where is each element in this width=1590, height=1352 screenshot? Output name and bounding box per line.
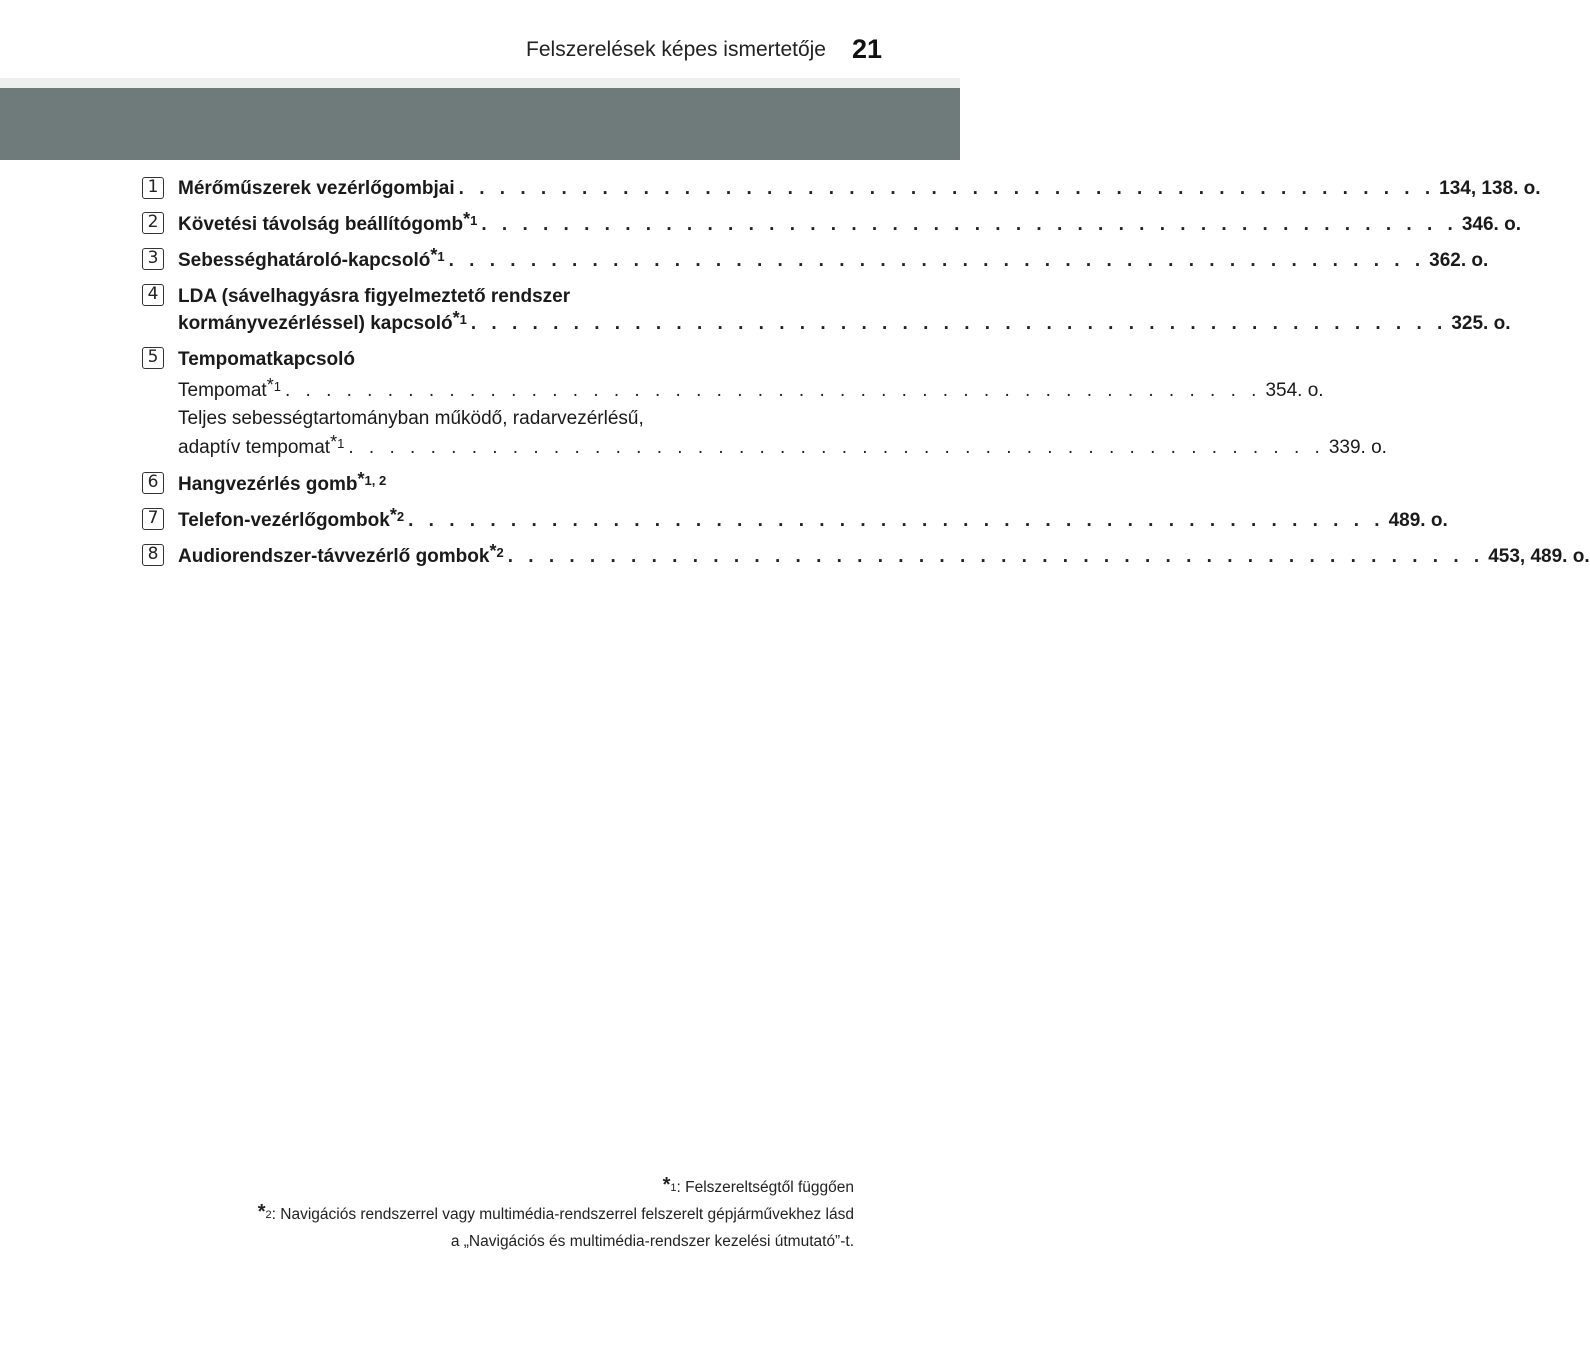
item-number-badge: 3 <box>142 248 164 270</box>
leader-dots: . . . . . . . . . . . . . . . . . . . . . . . . . . . . . . . . . . . . . . . . . . . . . . . . <box>470 313 1448 334</box>
entry-label: Hangvezérlés gomb <box>178 474 358 495</box>
entry-label: kormányvezérléssel) kapcsoló <box>178 313 453 334</box>
item-number-badge: 6 <box>142 472 164 494</box>
page-reference: 339. o. <box>1328 437 1387 458</box>
entry-label: Követési távolság beállítógomb <box>178 214 464 235</box>
leader-dots: . . . . . . . . . . . . . . . . . . . . . . . . . . . . . . . . . . . . . . . . . . . . . . . . <box>507 546 1485 567</box>
footnote-marker: *1 <box>330 432 345 452</box>
page-reference: 453, 489. o. <box>1488 546 1590 567</box>
footnote-2: $^{*2}$: Navigációs rendszerrel vagy multimédia-rendszerrel felszerelt gépjárművekhez lásd <box>257 1201 854 1223</box>
item-number-badge: 8 <box>142 544 164 566</box>
entry-label: Audiorendszer-távvezérlő gombok <box>178 546 490 567</box>
footnote-2-line-2: a „Navigációs és multimédia-rendszer kezelési útmutató”-t. <box>450 1233 854 1250</box>
item-number-badge: 1 <box>142 177 164 199</box>
page-reference: 354. o. <box>1265 380 1324 401</box>
entry-label: Sebességhatároló-kapcsoló <box>178 250 431 271</box>
footnote-marker: *2 <box>489 541 504 561</box>
header-divider <box>0 78 960 88</box>
footnote-marker: *1 <box>452 308 467 328</box>
header-band <box>0 88 960 160</box>
page-reference: 346. o. <box>1461 214 1521 235</box>
footnote-marker: *1 <box>266 375 281 395</box>
page-number: 21 <box>851 34 882 64</box>
leader-dots: . . . . . . . . . . . . . . . . . . . . . . . . . . . . . . . . . . . . . . . . . . . . . . . . <box>458 178 1436 199</box>
page-reference: 362. o. <box>1429 250 1489 271</box>
sub-entry-label-line-1: Teljes sebességtartományban működő, radarvezérlésű, <box>178 408 644 429</box>
header-title: Felszerelések képes ismertetője <box>526 38 826 61</box>
footnote-marker: *1, 2 <box>357 469 387 489</box>
item-number-badge: 7 <box>142 508 164 530</box>
footnote-marker: *1 <box>430 245 445 265</box>
leader-dots: . . . . . . . . . . . . . . . . . . . . . . . . . . . . . . . . . . . . . . . . . . . . . . . . <box>284 380 1262 401</box>
page-reference: 134, 138. o. <box>1439 178 1541 199</box>
page-reference: 325. o. <box>1451 313 1511 334</box>
sub-entry-label: adaptív tempomat <box>178 437 331 458</box>
entry-label: Mérőműszerek vezérlőgombjai <box>178 178 455 199</box>
item-number-badge: 4 <box>142 284 164 306</box>
sub-entry-label: Tempomat <box>178 380 267 401</box>
footnote-marker: *1 <box>463 209 478 229</box>
leader-dots: . . . . . . . . . . . . . . . . . . . . . . . . . . . . . . . . . . . . . . . . . . . . . . . . <box>408 510 1385 531</box>
footnotes <box>258 1176 854 1254</box>
leader-dots: . . . . . . . . . . . . . . . . . . . . . . . . . . . . . . . . . . . . . . . . . . . . . . . . <box>348 437 1325 458</box>
footnote-marker: *2 <box>389 505 405 525</box>
leader-dots: . . . . . . . . . . . . . . . . . . . . . . . . . . . . . . . . . . . . . . . . . . . . . . . . <box>481 214 1458 235</box>
leader-dots: . . . . . . . . . . . . . . . . . . . . . . . . . . . . . . . . . . . . . . . . . . . . . . . . <box>448 250 1426 271</box>
entry-label: Tempomatkapcsoló <box>178 349 356 370</box>
item-number-badge: 2 <box>142 212 164 234</box>
entry-label-line-1: LDA (sávelhagyásra figyelmeztető rendszer <box>178 286 571 307</box>
footnote-1: $^{*1}$: Felszereltségtől függően <box>662 1174 854 1196</box>
page-reference: 489. o. <box>1388 510 1448 531</box>
entry-label: Telefon-vezérlőgombok <box>178 510 390 531</box>
item-number-badge: 5 <box>142 347 164 369</box>
